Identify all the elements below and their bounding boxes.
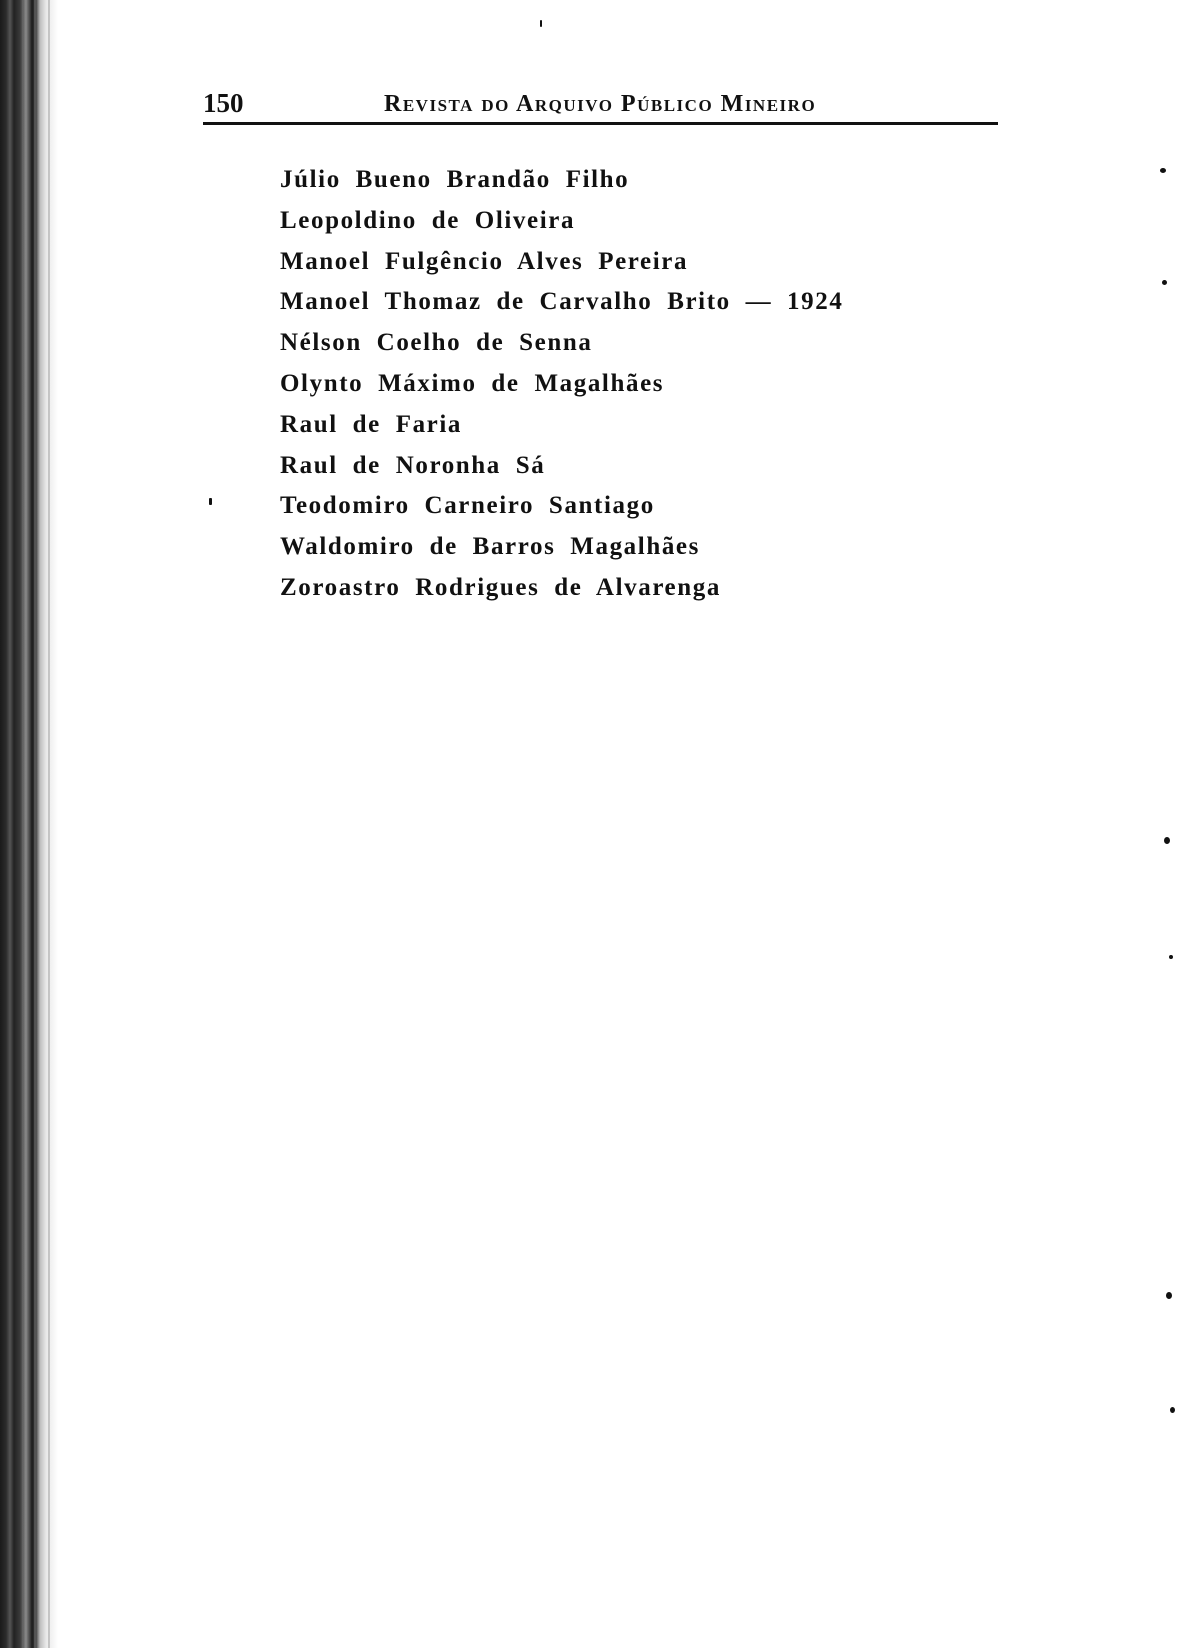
binding-line xyxy=(34,0,36,1648)
list-item: Nélson Coelho de Senna xyxy=(280,329,593,357)
list-item: Leopoldino de Oliveira xyxy=(280,206,576,234)
scan-speck xyxy=(209,498,212,505)
list-item: Raul de Faria xyxy=(280,410,463,438)
list-item: Manoel Fulgêncio Alves Pereira xyxy=(280,247,689,275)
list-item: Waldomiro de Barros Magalhães xyxy=(280,533,700,561)
page-number: 150 xyxy=(203,88,244,118)
scan-speck xyxy=(1166,1292,1172,1299)
scan-speck xyxy=(540,20,542,27)
scan-speck xyxy=(1162,280,1167,285)
running-title: Revista do Arquivo Público Mineiro xyxy=(384,91,817,117)
scan-speck xyxy=(1169,955,1173,959)
scan-speck xyxy=(1170,1407,1175,1413)
scan-speck xyxy=(1164,837,1170,844)
binding-line xyxy=(22,0,24,1648)
list-item: Júlio Bueno Brandão Filho xyxy=(280,166,630,193)
page-header xyxy=(203,86,998,126)
list-item: Olynto Máximo de Magalhães xyxy=(280,369,665,397)
scan-speck xyxy=(1160,168,1166,173)
header-rule xyxy=(203,122,998,125)
list-item: Zoroastro Rodrigues de Alvarenga xyxy=(280,573,721,601)
name-list xyxy=(280,160,843,609)
list-item: Manoel Thomaz de Carvalho Brito — 1924 xyxy=(280,288,844,316)
list-item: Teodomiro Carneiro Santiago xyxy=(280,492,655,520)
list-item: Raul de Noronha Sá xyxy=(280,451,546,479)
binding-line xyxy=(48,0,50,1648)
